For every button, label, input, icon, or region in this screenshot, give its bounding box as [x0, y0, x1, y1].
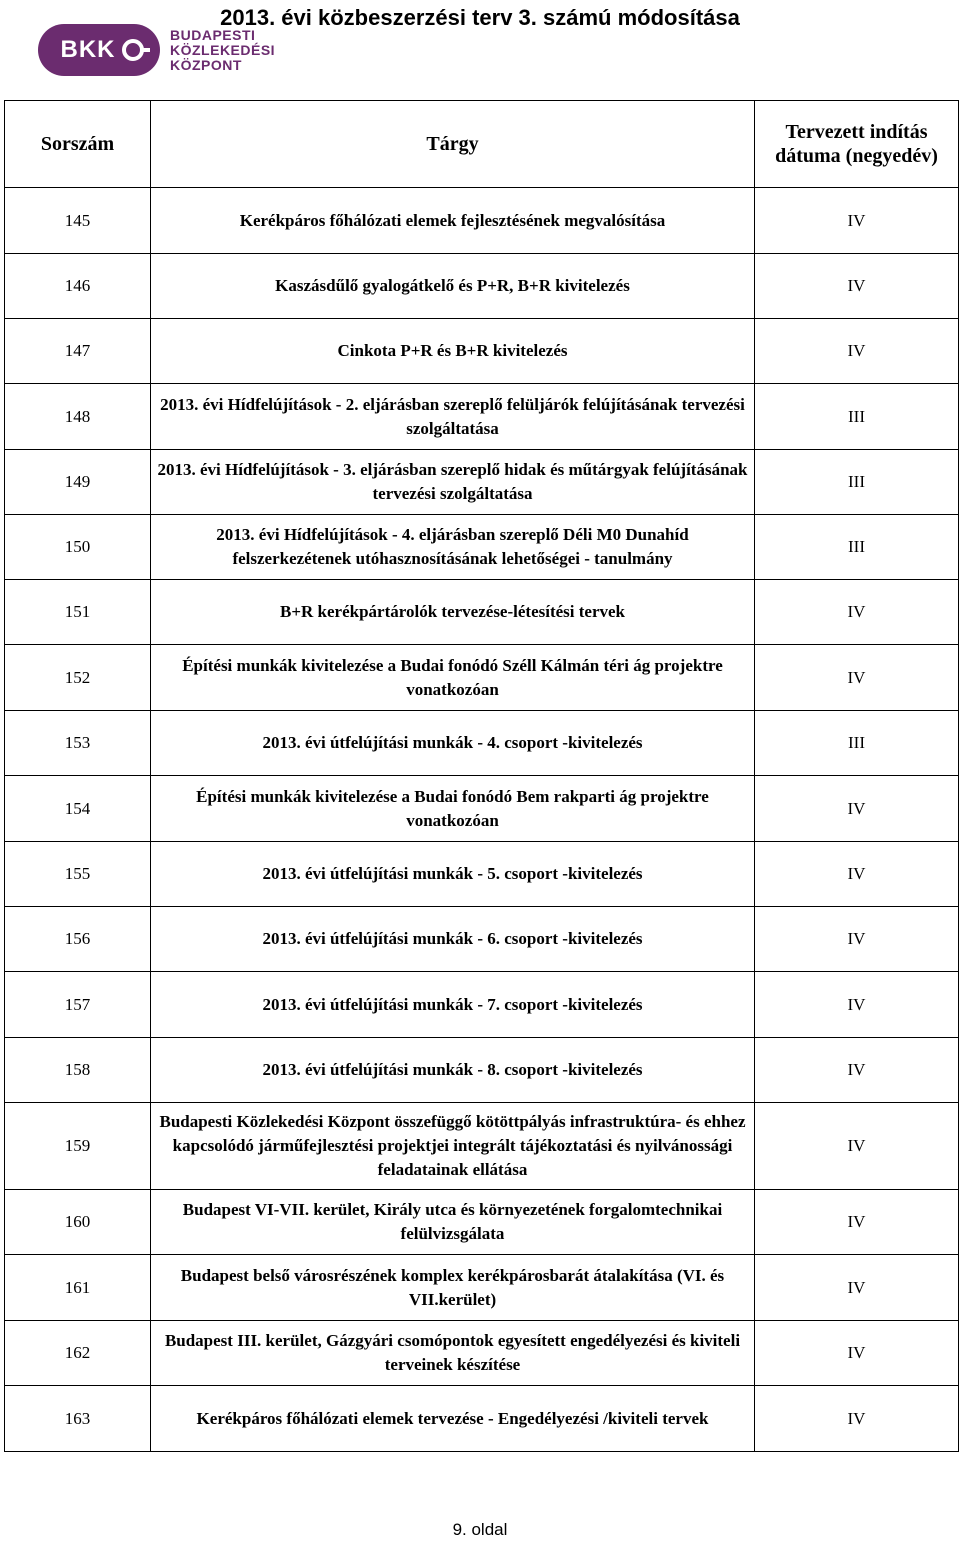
- row-quarter: IV: [755, 842, 959, 907]
- row-number: 159: [5, 1103, 151, 1190]
- row-quarter: IV: [755, 254, 959, 319]
- row-subject: Építési munkák kivitelezése a Budai fonódó Bem rakparti ág projektre vonatkozóan: [151, 776, 755, 842]
- row-quarter: IV: [755, 1103, 959, 1190]
- row-subject: Építési munkák kivitelezése a Budai fonódó Széll Kálmán téri ág projektre vonatkozóan: [151, 645, 755, 711]
- row-subject: Budapest III. kerület, Gázgyári csomópontok egyesített engedélyezési és kiviteli terveinek készítése: [151, 1321, 755, 1386]
- table-row: [5, 842, 959, 907]
- row-subject: 2013. évi útfelújítási munkák - 5. csoport -kivitelezés: [151, 842, 755, 907]
- row-number: 160: [5, 1190, 151, 1255]
- table-row: [5, 776, 959, 842]
- row-number: 150: [5, 515, 151, 580]
- header-inditas: Tervezett indítás dátuma (negyedév): [755, 101, 959, 188]
- table-row: [5, 384, 959, 450]
- table-row: [5, 907, 959, 972]
- row-quarter: IV: [755, 1255, 959, 1321]
- logo-line: KÖZLEKEDÉSI: [170, 41, 276, 58]
- logo-ring-icon: [122, 39, 144, 61]
- row-number: 148: [5, 384, 151, 450]
- row-subject: Budapesti Közlekedési Központ összefüggő kötöttpályás infrastruktúra- és ehhez kapcsolódó járműfejlesztési projektjei integrált tájékoztatási és nyilvánossági feladatainak ellátása: [151, 1103, 755, 1190]
- row-subject: 2013. évi Hídfelújítások - 2. eljárásban szereplő felüljárók felújításának tervezési szolgáltatása: [151, 384, 755, 450]
- row-number: 161: [5, 1255, 151, 1321]
- table-row: [5, 1190, 959, 1255]
- row-subject: 2013. évi útfelújítási munkák - 8. csoport -kivitelezés: [151, 1038, 755, 1103]
- logo-text: [170, 28, 275, 73]
- table-header-row: [5, 101, 959, 188]
- row-quarter: IV: [755, 776, 959, 842]
- page-number: 9. oldal: [452, 1520, 508, 1539]
- row-quarter: III: [755, 515, 959, 580]
- row-quarter: IV: [755, 319, 959, 384]
- row-quarter: IV: [755, 972, 959, 1038]
- row-quarter: IV: [755, 907, 959, 972]
- page-title: 2013. évi közbeszerzési terv 3. számú módosítása: [220, 5, 740, 30]
- row-quarter: IV: [755, 1038, 959, 1103]
- table-row: [5, 188, 959, 254]
- row-number: 162: [5, 1321, 151, 1386]
- header-targy: Tárgy: [151, 101, 755, 188]
- row-quarter: IV: [755, 645, 959, 711]
- row-subject: 2013. évi Hídfelújítások - 4. eljárásban szereplő Déli M0 Dunahíd felszerkezétenek utóhasznosításának lehetőségei - tanulmány: [151, 515, 755, 580]
- row-number: 147: [5, 319, 151, 384]
- table-row: [5, 515, 959, 580]
- row-quarter: III: [755, 711, 959, 776]
- row-quarter: IV: [755, 580, 959, 645]
- row-number: 151: [5, 580, 151, 645]
- table-row: [5, 1038, 959, 1103]
- table-row: [5, 645, 959, 711]
- logo-badge: [38, 24, 160, 76]
- row-subject: B+R kerékpártárolók tervezése-létesítési tervek: [151, 580, 755, 645]
- table-row: [5, 972, 959, 1038]
- row-number: 163: [5, 1386, 151, 1452]
- table-row: [5, 711, 959, 776]
- row-number: 146: [5, 254, 151, 319]
- row-quarter: III: [755, 450, 959, 515]
- row-quarter: IV: [755, 188, 959, 254]
- row-subject: Kaszásdűlő gyalogátkelő és P+R, B+R kivitelezés: [151, 254, 755, 319]
- table-row: [5, 1255, 959, 1321]
- logo-line: KÖZPONT: [170, 56, 242, 73]
- row-number: 156: [5, 907, 151, 972]
- row-number: 158: [5, 1038, 151, 1103]
- row-number: 152: [5, 645, 151, 711]
- table-row: [5, 1103, 959, 1190]
- header-sorszam: Sorszám: [5, 101, 151, 188]
- logo-line: BUDAPESTI: [170, 26, 256, 43]
- row-number: 153: [5, 711, 151, 776]
- row-subject: 2013. évi útfelújítási munkák - 4. csoport -kivitelezés: [151, 711, 755, 776]
- table-row: [5, 1321, 959, 1386]
- row-subject: Budapest VI-VII. kerület, Király utca és környezetének forgalomtechnikai felülvizsgálata: [151, 1190, 755, 1255]
- row-quarter: IV: [755, 1386, 959, 1452]
- row-subject: Cinkota P+R és B+R kivitelezés: [151, 319, 755, 384]
- logo-badge-text: BKK: [60, 36, 116, 63]
- row-subject: 2013. évi útfelújítási munkák - 7. csoport -kivitelezés: [151, 972, 755, 1038]
- row-number: 155: [5, 842, 151, 907]
- table-row: [5, 580, 959, 645]
- row-subject: 2013. évi Hídfelújítások - 3. eljárásban szereplő hidak és műtárgyak felújításának tervezési szolgáltatása: [151, 450, 755, 515]
- row-quarter: IV: [755, 1190, 959, 1255]
- row-number: 157: [5, 972, 151, 1038]
- table-row: [5, 450, 959, 515]
- row-subject: 2013. évi útfelújítási munkák - 6. csoport -kivitelezés: [151, 907, 755, 972]
- row-quarter: IV: [755, 1321, 959, 1386]
- table-row: [5, 319, 959, 384]
- row-number: 145: [5, 188, 151, 254]
- row-number: 149: [5, 450, 151, 515]
- row-subject: Budapest belső városrészének komplex kerékpárosbarát átalakítása (VI. és VII.kerület): [151, 1255, 755, 1321]
- procurement-table: [4, 100, 959, 1452]
- table-row: [5, 1386, 959, 1452]
- row-subject: Kerékpáros főhálózati elemek tervezése - Engedélyezési /kiviteli tervek: [151, 1386, 755, 1452]
- row-subject: Kerékpáros főhálózati elemek fejlesztésének megvalósítása: [151, 188, 755, 254]
- row-number: 154: [5, 776, 151, 842]
- table-row: [5, 254, 959, 319]
- row-quarter: III: [755, 384, 959, 450]
- bkk-logo: [38, 22, 275, 78]
